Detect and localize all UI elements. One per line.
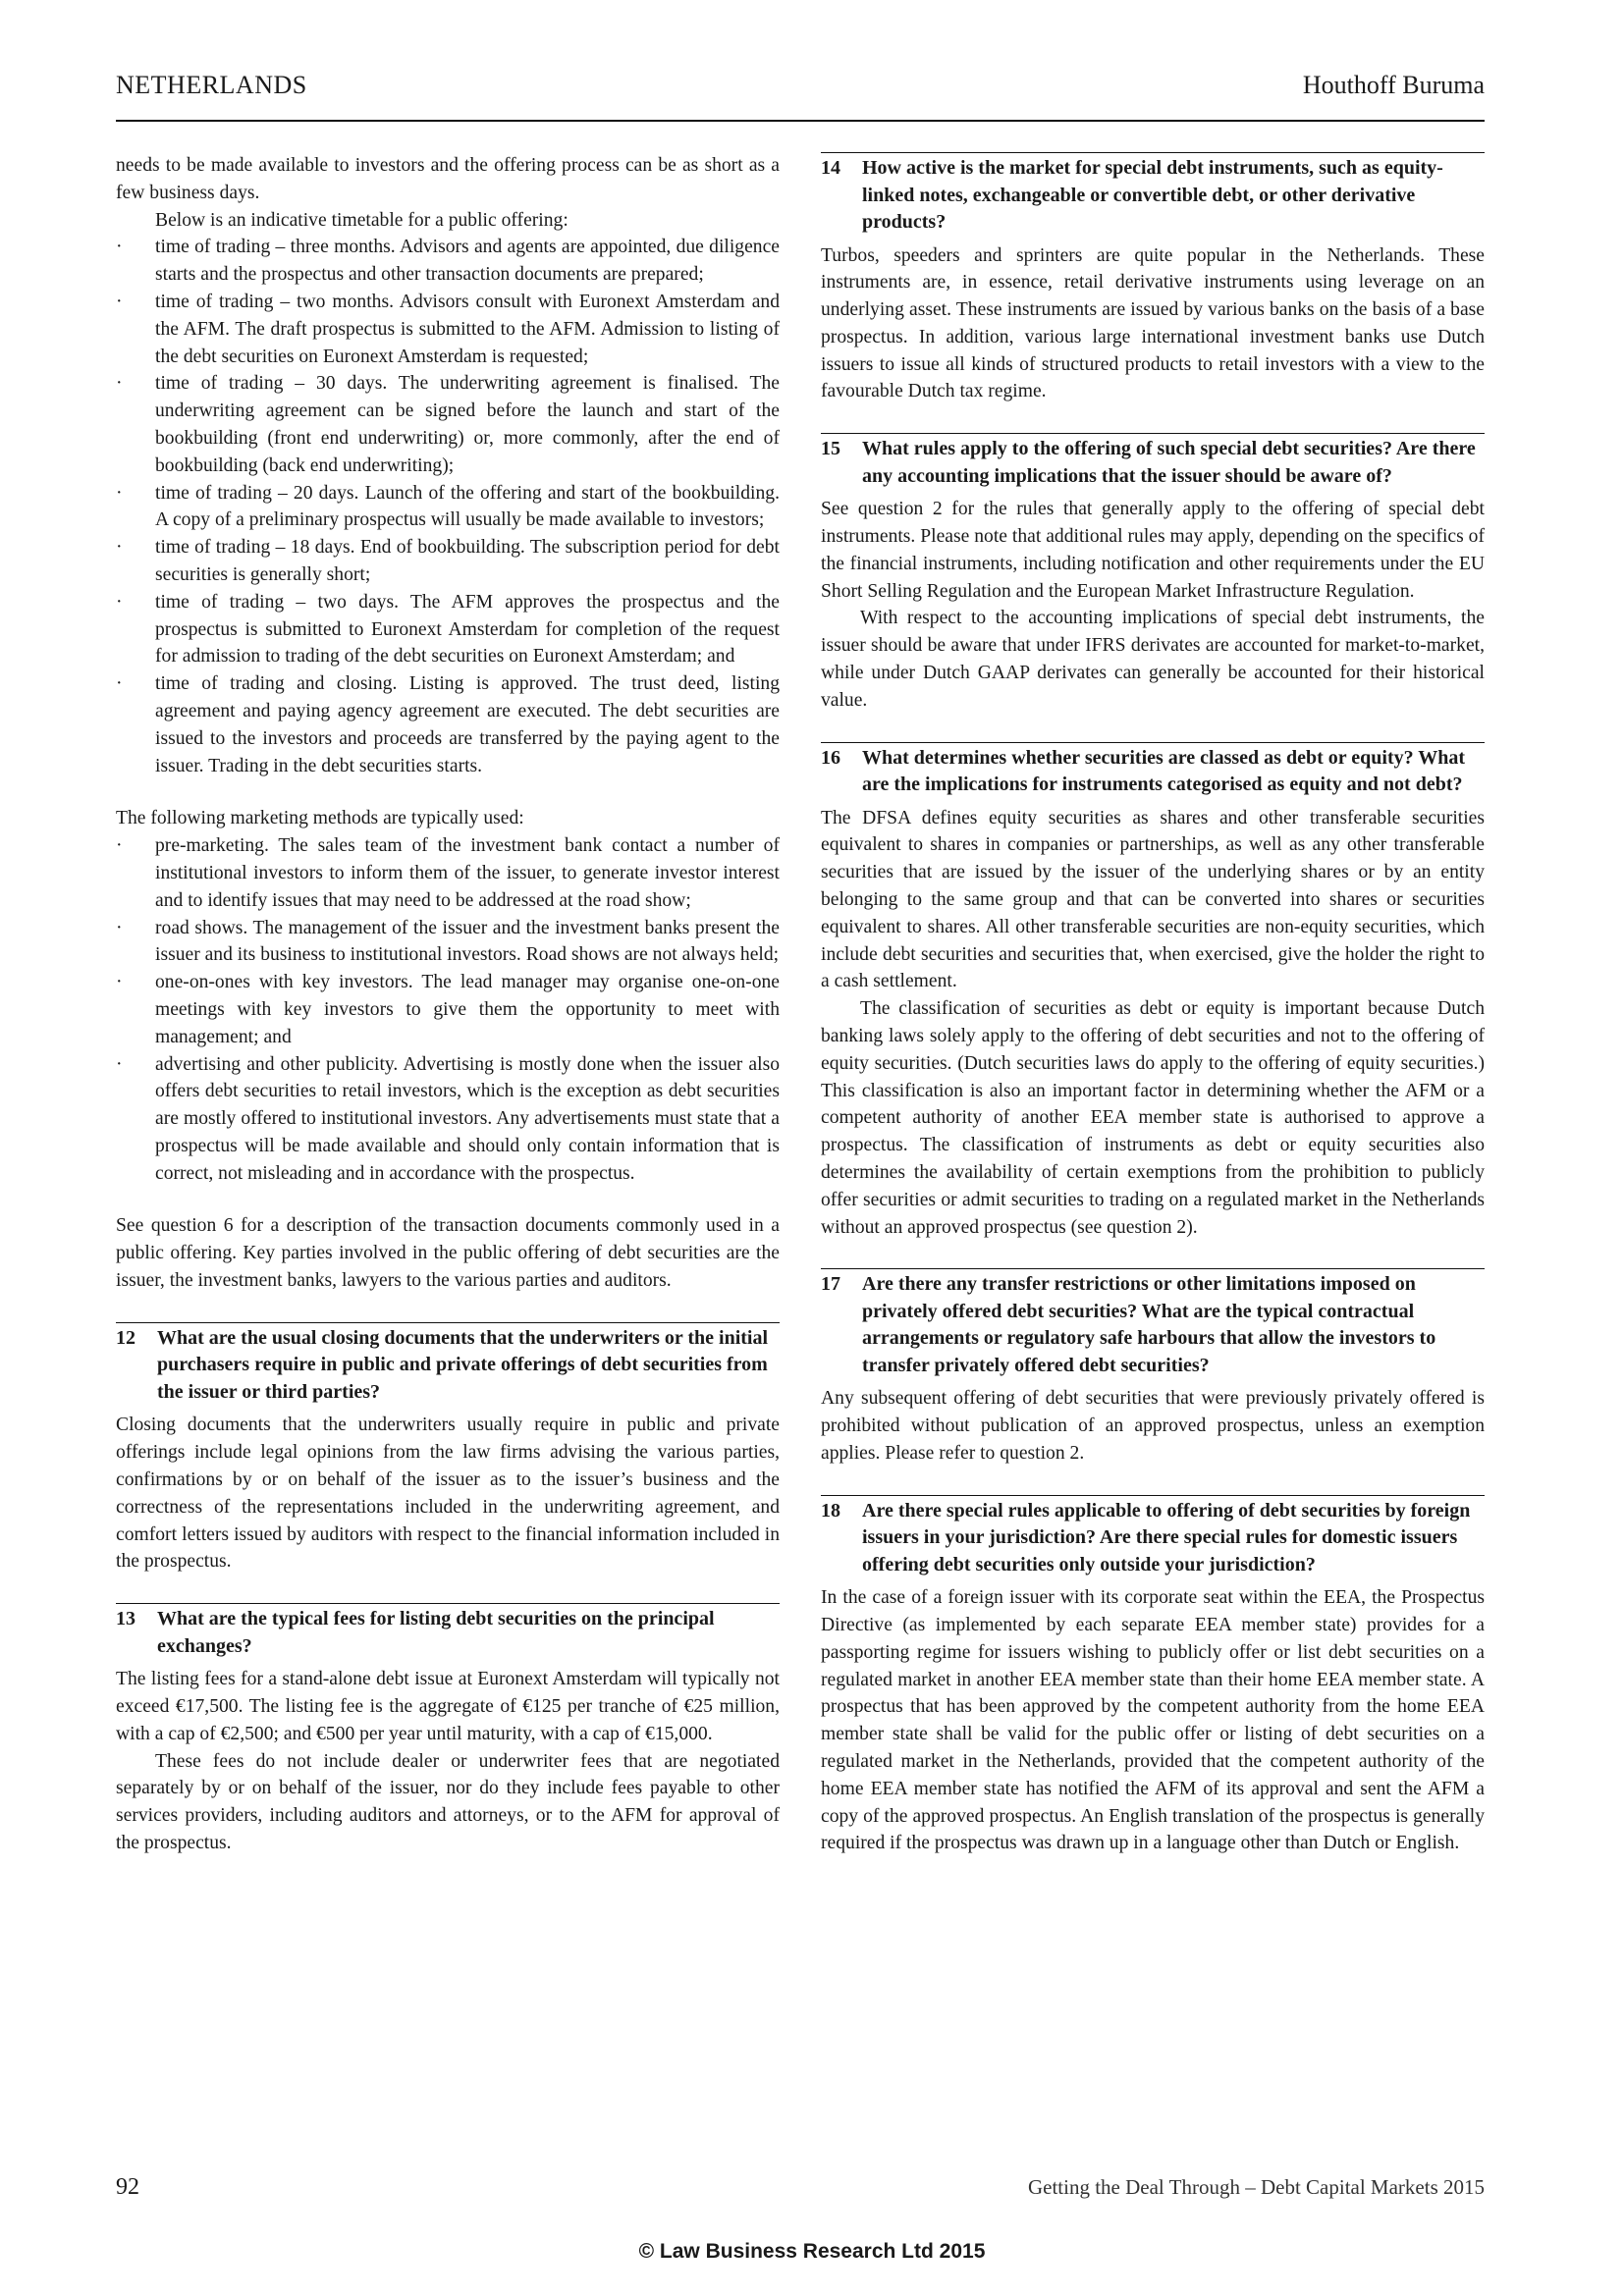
question-title: Are there special rules applicable to offering of debt securities by foreign issuers in your jurisdiction? Are there special rules for domestic issuers offering debt securities only outside your jurisdiction? (862, 1499, 1471, 1575)
question-heading (821, 433, 1485, 490)
question-heading (116, 1603, 780, 1660)
paragraph: The following marketing methods are typically used: (116, 808, 524, 829)
list-item: · time of trading – two days. The AFM approves the prospectus and the prospectus is submitted to Euronext Amsterdam for completion of the request for admission to trading of the debt securities on Euronext Amsterdam; and (116, 589, 780, 670)
list-item: · time of trading – 20 days. Launch of the offering and start of the bookbuilding. A copy of a preliminary prospectus will usually be made available to investors; (116, 480, 780, 535)
question-number: 15 (821, 438, 840, 460)
paragraph: Turbos, speeders and sprinters are quite popular in the Netherlands. These instruments are, in essence, retail derivative instruments using leverage on an underlying asset. These instruments are issued by various banks on the basis of a base prospectus. In addition, various large international investment banks use Dutch issuers to issue all kinds of structured products to retail investors with a view to the favourable Dutch tax regime. (821, 244, 1485, 402)
paragraph: Any subsequent offering of debt securities that were previously privately offered is prohibited without publication of an approved prospectus, unless an exemption applies. Please refer to question 2. (821, 1388, 1485, 1464)
list-item: · time of trading – 30 days. The underwriting agreement is finalised. The underwriting agreement can be signed before the launch and start of the bookbuilding (front end underwriting) or, more commonly, after the end of bookbuilding (back end underwriting); (116, 370, 780, 479)
paragraph: needs to be made available to investors and the offering process can be as short as a few business days. (116, 155, 780, 203)
paragraph: See question 6 for a description of the transaction documents commonly used in a public offering. Key parties involved in the public offering of debt securities are the issuer, the investment banks, lawyers to the various parties and auditors. (116, 1215, 780, 1292)
paragraph: Below is an indicative timetable for a public offering: (155, 209, 568, 231)
question-heading (116, 1322, 780, 1407)
header-country: NETHERLANDS (116, 71, 307, 99)
question-number: 18 (821, 1499, 840, 1522)
question-number: 17 (821, 1273, 840, 1296)
page-number: 92 (116, 2174, 139, 2200)
paragraph: Closing documents that the underwriters usually require in public and private offerings include legal opinions from the law firms advising the various parties, confirmations by or on behalf of the issuer as to the issuer’s business and the correctness of the representations included in the underwriting agreement, and comfort letters issued by auditors with respect to the financial information included in the prospectus. (116, 1415, 780, 1573)
paragraph: The listing fees for a stand-alone debt issue at Euronext Amsterdam will typically not exceed €17,500. The listing fee is the aggregate of €125 per tranche of €25 million, with a cap of €2,500; and €500 per year until maturity, with a cap of €15,000. (116, 1669, 780, 1744)
list-item: · pre-marketing. The sales team of the investment bank contact a number of institutional investors to inform them of the issuer, to generate investor interest and to identify issues that may need to be addressed at the road show; (116, 832, 780, 914)
list-item: · road shows. The management of the issuer and the investment banks present the issuer and its business to institutional investors. Road shows are not always held; (116, 915, 780, 970)
question-title: How active is the market for special debt instruments, such as equity-linked notes, exchangeable or convertible debt, or other derivative products? (862, 157, 1443, 233)
copyright-notice: © Law Business Research Ltd 2015 (638, 2240, 986, 2263)
question-number: 16 (821, 746, 840, 769)
paragraph: These fees do not include dealer or underwriter fees that are negotiated separately by or on behalf of the issuer, nor do they include fees payable to other services providers, including auditors and attorneys, or to the AFM for approval of the prospectus. (116, 1750, 780, 1853)
question-title: What determines whether securities are classed as debt or equity? What are the implications for instruments categorised as equity and not debt? (862, 746, 1466, 796)
list-item: · time of trading – three months. Advisors and agents are appointed, due diligence starts and the prospectus and other transaction documents are prepared; (116, 234, 780, 289)
list-item: · time of trading – 18 days. End of bookbuilding. The subscription period for debt securities is generally short; (116, 534, 780, 589)
paragraph: In the case of a foreign issuer with its corporate seat within the EEA, the Prospectus Directive (as implemented by each separate EEA member state) provides for a passporting regime for issuers wishing to publicly offer or list debt securities on a regulated market in another EEA member state than their home EEA member state. A prospectus that has been approved by the competent authority from the home EEA member state shall be valid for the public offer or listing of debt securities on a regulated market in the Netherlands, provided that the competent authority of the home EEA member state has notified the AFM of its approval and sent the AFM a copy of the approved prospectus. An English translation of the prospectus is generally required if the prospectus was drawn up in a language other than Dutch or English. (821, 1587, 1485, 1854)
question-heading (821, 152, 1485, 237)
question-number: 12 (116, 1326, 135, 1349)
paragraph: With respect to the accounting implications of special debt instruments, the issuer should be aware that under IFRS derivates are accounted for market-to-market, while under Dutch GAAP derivates can generally be accounted for their historical value. (821, 608, 1485, 711)
paragraph: See question 2 for the rules that generally apply to the offering of special debt instruments. Please note that additional rules may apply, depending on the specifics of the financial instruments, including notification and other requirements under the EU Short Selling Regulation and the European Market Infrastructure Regulation. (821, 499, 1485, 602)
question-heading (821, 1495, 1485, 1579)
paragraph: The classification of securities as debt or equity is important because Dutch banking laws solely apply to the offering of debt securities and not to the offering of equity securities. (Dutch securities laws do apply to the offering of equity securities.) This classification is also an important factor in determining whether the AFM or a competent authority of another EEA member state is authorised to approve a prospectus. The classification of instruments as debt or equity securities also determines the availability of certain exemptions from the prohibition to publicly offer securities or admit securities to trading on a regulated market in the Netherlands without an approved prospectus (see question 2). (821, 998, 1485, 1238)
header-firm: Houthoff Buruma (1302, 71, 1485, 99)
marketing-list (116, 832, 780, 1187)
question-number: 13 (116, 1608, 135, 1630)
question-title: Are there any transfer restrictions or other limitations imposed on privately offered debt securities? What are the typical contractual arrangements or regulatory safe harbours that allow the investors to transfer privately offered debt securities? (862, 1273, 1436, 1376)
paragraph: The DFSA defines equity securities as shares and other transferable securities equivalent to shares in companies or partnerships, as well as any other transferable securities that are issued by the issuer of the underlying shares or by an entity belonging to the same group and that can be converted into shares or securities equivalent to shares. All other transferable securities are non-equity securities, which include debt securities and securities that, when exercised, give the holder the right to a cash settlement. (821, 807, 1485, 992)
left-column (116, 152, 780, 1857)
timetable-list (116, 234, 780, 779)
question-number: 14 (821, 157, 840, 179)
question-heading (821, 1268, 1485, 1379)
page-header (116, 67, 1485, 122)
question-heading (821, 742, 1485, 799)
question-title: What are the typical fees for listing debt securities on the principal exchanges? (157, 1608, 715, 1657)
question-title: What are the usual closing documents that the underwriters or the initial purchasers require in public and private offerings of debt securities from the issuer or third parties? (157, 1326, 769, 1403)
publication-title: Getting the Deal Through – Debt Capital Markets 2015 (1027, 2175, 1485, 2199)
list-item: · time of trading and closing. Listing is approved. The trust deed, listing agreement and paying agency agreement are executed. The debt securities are issued to the investors and proceeds are transferred by the paying agent to the issuer. Trading in the debt securities starts. (116, 670, 780, 779)
question-title: What rules apply to the offering of such special debt securities? Are there any accounting implications that the issuer should be aware of? (862, 438, 1476, 487)
list-item: · one-on-ones with key investors. The lead manager may organise one-on-one meetings with key investors to give them the opportunity to meet with management; and (116, 969, 780, 1050)
right-column (821, 152, 1485, 1857)
list-item: · time of trading – two months. Advisors consult with Euronext Amsterdam and the AFM. The draft prospectus is submitted to the AFM. Admission to listing of the debt securities on Euronext Amsterdam is requested; (116, 289, 780, 370)
list-item: · advertising and other publicity. Advertising is mostly done when the issuer also offers debt securities to retail investors, which is the exception as debt securities are mostly offered to institutional investors. Any advertisements must state that a prospectus will be made available and should only contain information that is correct, not misleading and in accordance with the prospectus. (116, 1051, 780, 1188)
